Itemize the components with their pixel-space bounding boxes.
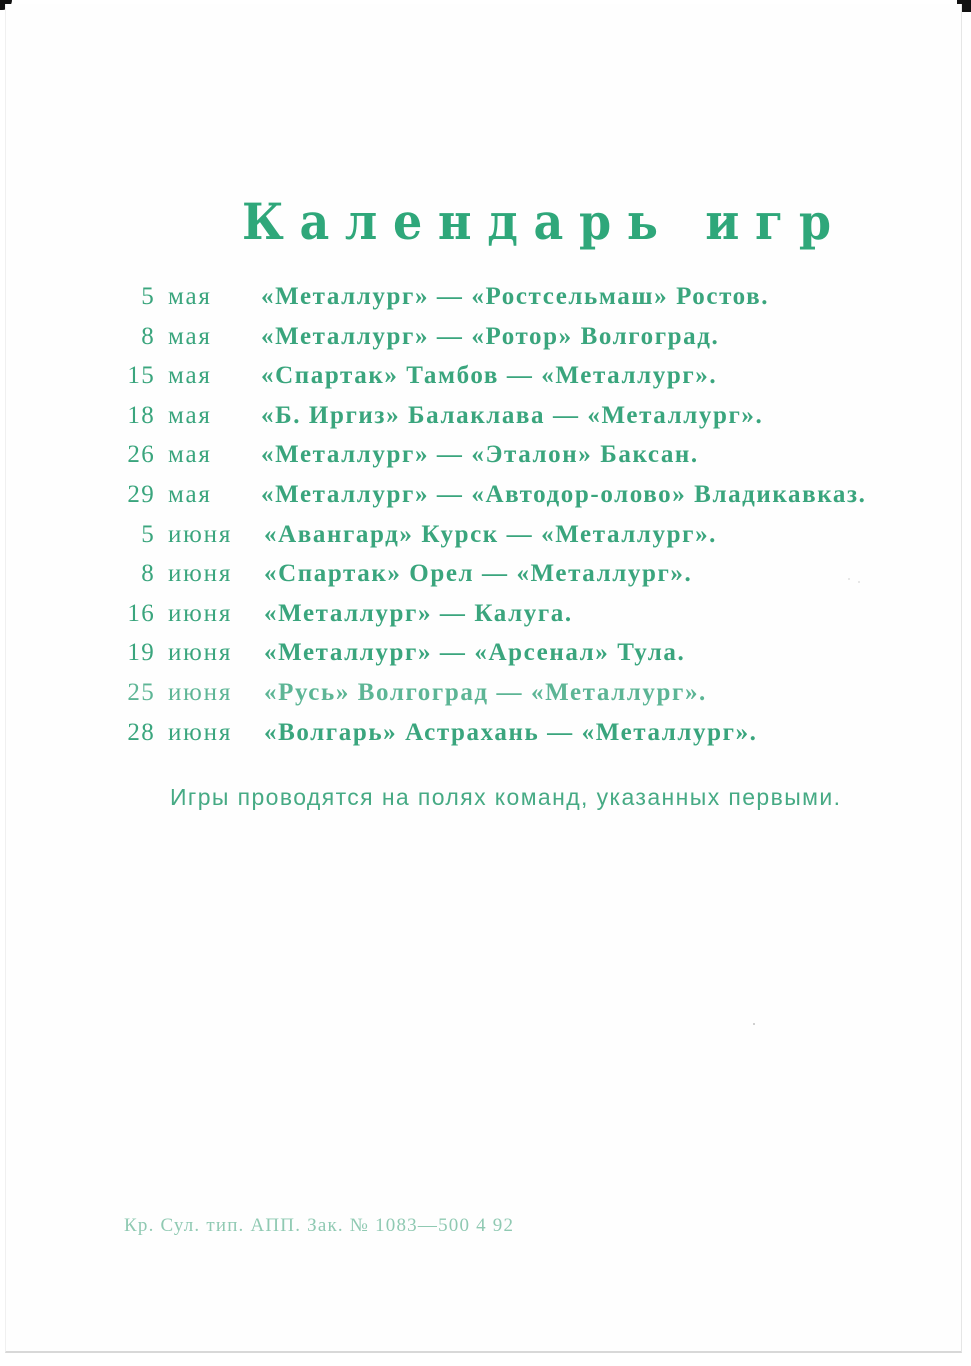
match-month: мая <box>168 441 212 469</box>
printer-imprint: Кр. Сул. тип. АПП. Зак. № 1083—500 4 92 <box>124 1215 515 1236</box>
match-schedule <box>0 283 971 758</box>
schedule-row <box>0 521 971 561</box>
match-day: 15 <box>127 362 155 390</box>
match-day: 8 <box>141 322 155 350</box>
schedule-row <box>0 362 971 402</box>
schedule-row <box>0 323 971 363</box>
match-day: 28 <box>127 718 155 746</box>
match-day: 29 <box>127 480 155 508</box>
match-day: 5 <box>141 520 155 548</box>
match-teams: «Металлург» — Калуга. <box>264 599 573 627</box>
match-month: июня <box>168 678 233 706</box>
match-teams: «Спартак» Тамбов — «Металлург». <box>261 362 718 390</box>
match-teams: «Металлург» — «Автодор-олово» Владикавказ. <box>261 480 867 508</box>
schedule-row <box>0 639 971 679</box>
match-teams: «Спартак» Орел — «Металлург». <box>264 560 693 588</box>
match-day: 16 <box>127 599 155 627</box>
match-teams: «Русь» Волгоград — «Металлург». <box>264 678 707 706</box>
match-month: мая <box>168 322 212 350</box>
match-month: июня <box>168 639 233 667</box>
paper-speck <box>858 581 860 583</box>
match-day: 26 <box>127 441 155 469</box>
page-title: Календарь игр <box>242 192 847 251</box>
match-month: июня <box>168 718 233 746</box>
schedule-row <box>0 560 971 600</box>
match-day: 5 <box>141 283 155 310</box>
paper-speck <box>848 578 850 580</box>
note-text: Игры проводятся на полях команд, указанных первыми. <box>170 784 842 810</box>
schedule-row <box>0 283 971 323</box>
match-day: 18 <box>127 401 155 429</box>
match-month: мая <box>168 480 212 508</box>
schedule-row <box>0 600 971 640</box>
schedule-row <box>0 402 971 442</box>
schedule-row <box>0 679 971 719</box>
match-month: мая <box>168 283 212 310</box>
match-day: 19 <box>127 639 155 667</box>
match-month: июня <box>168 599 233 627</box>
match-day: 25 <box>127 678 155 706</box>
match-teams: «Волгарь» Астрахань — «Металлург». <box>264 718 758 746</box>
schedule-row <box>0 481 971 521</box>
match-teams: «Металлург» — «Эталон» Баксан. <box>261 441 699 469</box>
schedule-row <box>0 719 971 759</box>
match-month: июня <box>168 560 233 588</box>
match-teams: «Б. Иргиз» Балаклава — «Металлург». <box>261 401 764 429</box>
schedule-row <box>0 441 971 481</box>
home-field-note <box>125 783 890 812</box>
match-month: июня <box>168 520 233 548</box>
match-month: мая <box>168 401 212 429</box>
match-teams: «Металлург» — «Ростсельмаш» Ростов. <box>261 283 770 310</box>
paper-speck <box>753 1023 755 1025</box>
match-teams: «Металлург» — «Ротор» Волгоград. <box>261 322 720 350</box>
match-teams: «Металлург» — «Арсенал» Тула. <box>264 639 686 667</box>
match-teams: «Авангард» Курск — «Металлург». <box>264 520 718 548</box>
match-month: мая <box>168 362 212 390</box>
match-day: 8 <box>141 560 155 588</box>
